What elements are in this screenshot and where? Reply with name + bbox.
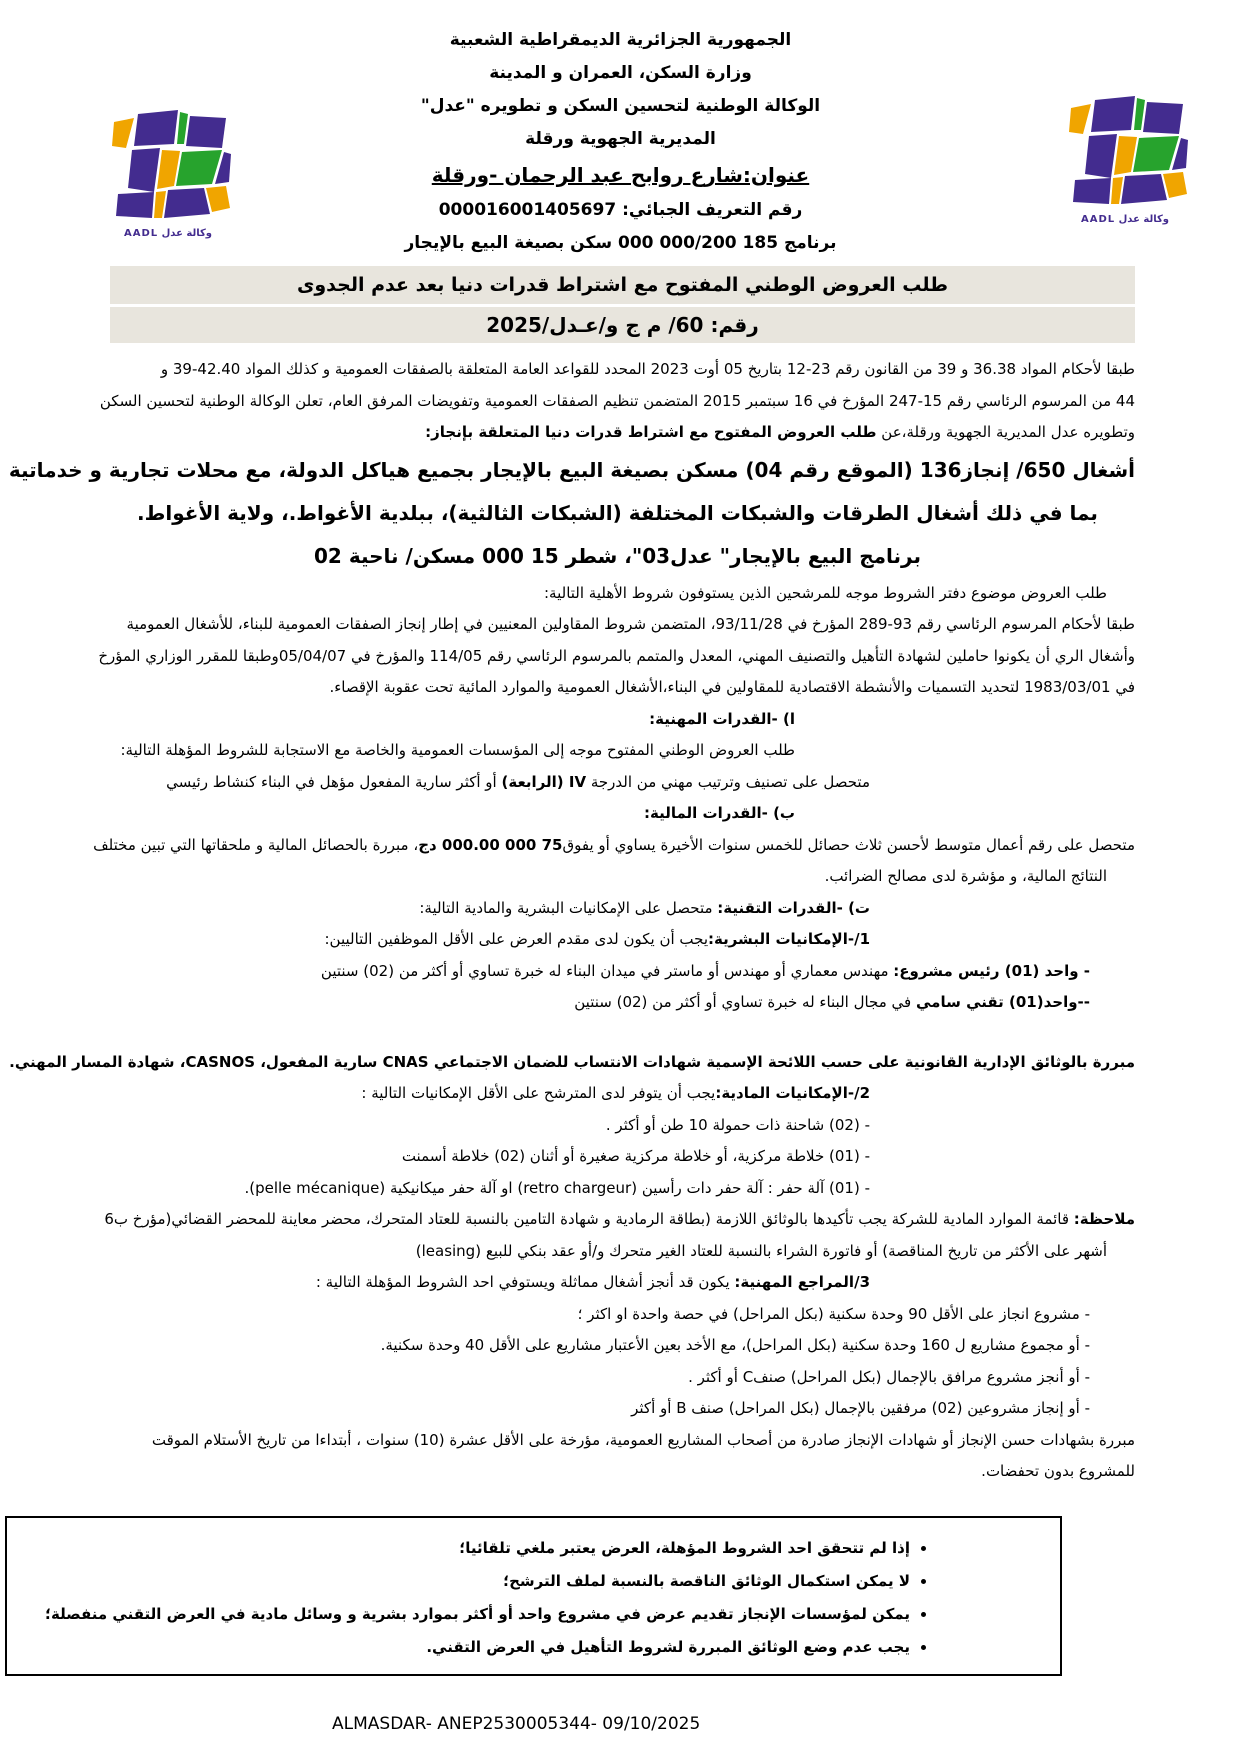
human-resources-rest: يجب أن يكون لدى مقدم العرض على الأقل الموظفين التاليين: — [324, 930, 708, 948]
professional-open-line: طلب العروض الوطني المفتوح موجه إلى المؤسسات العمومية والخاصة مع الاستجابة للشروط المؤهلة التالية: — [120, 741, 795, 759]
decree-line-2: وأشغال الري أن يكونوا حاملين لشهادة التأهيل والتصنيف المهني، المعدل والمتمم بالمرسوم الرئاسي رقم 114/05 والمؤرخ في 05/04/07وطبقا للمقرر الوزاري المؤرخ — [98, 646, 1135, 665]
spacer — [100, 1019, 1135, 1047]
aadl-logo-left — [104, 96, 232, 239]
staff-item-senior-technician — [100, 987, 1135, 1019]
project-headline-1: أشغال 650/ إنجاز136 (الموقع رقم 04) مسكن بصيغة البيع بالإيجار بجميع هياكل الدولة، مع محلات تجارية و خدماتية — [8, 457, 1135, 482]
intro-line-3 — [100, 417, 1135, 449]
financial-post: ، مبررة بالحصائل المالية و ملحقاتها التي تبين مختلف — [93, 835, 419, 854]
references-rest: يكون قد أنجز أشغال مماثلة ويستوفي احد الشروط المؤهلة التالية : — [315, 1273, 735, 1291]
staff-2-rest: في مجال البناء له خبرة تساوي أو أكثر من (02) سنتين — [574, 993, 916, 1011]
header-republic: الجمهورية الجزائرية الديمقراطية الشعبية — [449, 30, 792, 50]
aadl-logo-caption: وكالة عدل AADL — [1080, 214, 1169, 225]
aadl-mosaic-icon — [1061, 82, 1189, 208]
document-body — [0, 346, 1241, 1488]
financial-line-2: النتائج المالية، و مؤشرة لدى مصالح الضرائب. — [824, 867, 1107, 885]
staff-1-label: - واحد (01) رئيس مشروع: — [893, 961, 1090, 980]
reference-item-1: - مشروع انجاز على الأقل 90 وحدة سكنية (بكل المراحل) في حصة واحدة او اكثر ؛ — [577, 1304, 1090, 1323]
equipment-item-truck: - (02) شاحنة ذات حمولة 10 طن أو أكثر . — [605, 1115, 870, 1134]
staff-item-project-manager — [100, 956, 1135, 988]
section-financial-capacities: ب) -القدرات المالية: — [644, 804, 795, 822]
grade-value: IV (الرابعة) — [501, 772, 587, 791]
note-rest: قائمة الموارد المادية للشركة يجب تأكيدها بالوثائق اللازمة (بطاقة الرمادية و شهادة التامين بالنسبة للعتاد المتحرك، محضر معاينة للمحضر القضائي(مؤرخ ب6 — [104, 1210, 1074, 1228]
intro-line-3-text: وتطويره عدل المديرية الجهوية ورقلة،عن — [876, 423, 1135, 441]
decree-line-1: طبقا لأحكام المرسوم الرئاسي رقم 93-289 المؤرخ في 93/11/28، المتضمن شروط المقاولين المعنيين في إطار إنجاز الصفقات العمومية للبناء، للأشغال العمومية — [126, 615, 1135, 633]
intro-line-2: 44 من المرسوم الرئاسي رقم 15-247 المؤرخ في 16 سبتمبر 2015 المتضمن تنظيم الصفقات العمومية وتفويضات المرفق العام، تعلن الوكالة الوطنية لتحسين السكن — [99, 391, 1135, 410]
technical-rest: متحصل على الإمكانيات البشرية والمادية التالية: — [419, 898, 718, 917]
notice-item: • يجب عدم وضع الوثائق المبررة لشروط التأهيل في العرض التقني. — [27, 1631, 910, 1664]
equipment-item-excavator: - (01) آلة حفر : آلة حفر دات رأسين (retro chargeur) او آلة حفر ميكانيكية (pelle mécanique). — [244, 1178, 870, 1197]
material-rest: يجب أن يتوفر لدى المترشح على الأقل الإمكانيات التالية : — [361, 1084, 716, 1102]
professional-references-heading — [100, 1267, 1135, 1299]
reference-item-4: - أو إنجاز مشروعين (02) مرفقين بالإجمال (بكل المراحل) صنف B أو أكثر — [631, 1399, 1090, 1417]
section-professional-capacities: ا) -القدرات المهنية: — [649, 709, 795, 728]
project-headline-2: بما في ذلك أشغال الطرقات والشبكات المختلفة (الشبكات الثالثية)، ببلدية الأغواط.، ولاية الأغواط. — [137, 500, 1098, 525]
reference-item-3: - أو أنجز مشروع مرافق بالإجمال (بكل المراحل) صنفC أو أكثر . — [688, 1367, 1090, 1386]
intro-line-1: طبقا لأحكام المواد 36.38 و 39 من القانون رقم 23-12 بتاريخ 05 أوت 2023 المحدد للقواعد العامة المتعلقة بالصفقات العمومية و كذلك المواد 42.40-39 و — [160, 360, 1135, 378]
footer-anep-reference: ALMASDAR- ANEP2530005344- 09/10/2025 — [332, 1713, 701, 1734]
project-headline-3: برنامج البيع بالإيجار" عدل03"، شطر 15 000 مسكن/ ناحية 02 — [314, 543, 921, 568]
references-label: 3/المراجع المهنية: — [734, 1273, 870, 1291]
grade-post: أو أكثر سارية المفعول مؤهل في البناء كنشاط رئيسي — [166, 772, 502, 791]
financial-pre: متحصل على رقم أعمال متوسط لأحسن ثلاث حصائل للخمس سنوات الأخيرة يساوي أو يفوق — [562, 835, 1135, 854]
technical-label: ت) -القدرات التقنية: — [717, 898, 870, 917]
notice-box — [5, 1516, 1062, 1676]
tender-reference-banner: رقم: 60/ م ج و/عـدل/2025 — [110, 307, 1135, 343]
grade-pre: متحصل على تصنيف وترتيب مهني من الدرجة — [586, 772, 870, 791]
material-label: 2/-الإمكانيات المادية: — [715, 1084, 870, 1102]
note-label: ملاحظة: — [1073, 1210, 1135, 1228]
note-line-1 — [100, 1204, 1135, 1236]
aadl-logo-caption: وكالة عدل AADL — [123, 228, 212, 239]
human-resources-heading — [100, 924, 1135, 956]
financial-line-1 — [93, 830, 1135, 862]
section-technical-capacities — [100, 893, 1135, 925]
financial-amount: 75 000 000.00 دج — [418, 835, 563, 854]
justification-line-2: للمشروع بدون تحفضات. — [981, 1462, 1135, 1480]
intro-line-3-bold: طلب العروض المفتوح مع اشتراط قدرات دنيا المتعلقة بإنجاز: — [425, 423, 877, 441]
header-agency: الوكالة الوطنية لتحسين السكن و تطويره "عدل" — [420, 96, 821, 116]
header-ministry: وزارة السكن، العمران و المدينة — [489, 63, 752, 83]
aadl-mosaic-icon — [104, 96, 232, 222]
professional-grade-line — [100, 767, 1135, 799]
staff-1-rest: مهندس معماري أو مهندس أو ماستر في ميدان البناء له خبرة تساوي أو أكثر من (02) سنتين — [320, 961, 894, 980]
human-resources-label: 1/-الإمكانيات البشرية: — [708, 930, 870, 948]
justification-line-1: مبررة بشهادات حسن الإنجاز أو شهادات الإنجاز صادرة من أصحاب المشاريع العمومية، مؤرخة على الأقل عشرة (10) سنوات ، أبتداءا من تاريخ الأستلام الموقت — [151, 1430, 1135, 1449]
note-line-2: أشهر على الأكثر من تاريخ المناقصة) أو فاتورة الشراء بالنسبة للعتاد الغير متحرك و/أو عقد بنكي للبيع (leasing) — [415, 1241, 1107, 1260]
header-program: برنامج 185 000/200 000 سكن بصيغة البيع بالإيجار — [404, 233, 837, 253]
notice-item: • إذا لم تتحقق احد الشروط المؤهلة، العرض يعتبر ملغي تلقائيا؛ — [27, 1532, 910, 1565]
header-directorate: المديرية الجهوية ورقلة — [525, 129, 716, 149]
decree-line-3: في 1983/03/01 لتحديد التسميات والأنشطة الاقتصادية للمقاولين في البناء،الأشغال العمومية والموارد المائية تحت عقوبة الإقصاء. — [329, 678, 1135, 696]
staff-2-label: --واحد(01) تقني سامي — [916, 993, 1090, 1011]
eligibility-intro: طلب العروض موضوع دفتر الشروط موجه للمرشحين الذين يستوفون شروط الأهلية التالية: — [544, 583, 1107, 602]
notice-list — [7, 1518, 1060, 1674]
notice-item: • لا يمكن استكمال الوثائق الناقصة بالنسبة لملف الترشح؛ — [27, 1565, 910, 1598]
header-address: عنوان:شارع روابح عبد الرحمان -ورقلة — [431, 163, 810, 187]
material-resources-heading — [100, 1078, 1135, 1110]
notice-item: • يمكن لمؤسسات الإنجاز تقديم عرض في مشروع واحد أو أكثر بموارد بشرية و وسائل مادية في العرض التقني منفصلة؛ — [27, 1598, 910, 1631]
tender-title-banner: طلب العروض الوطني المفتوح مع اشتراط قدرات دنيا بعد عدم الجدوى — [110, 266, 1135, 304]
aadl-logo-right — [1061, 82, 1189, 225]
header-tax-id: رقم التعريف الجبائي: 000016001405697 — [438, 200, 803, 220]
equipment-item-mixer: - (01) خلاطة مركزية، أو خلاطة مركزية صغيرة أو أثنان (02) خلاطة أسمنت — [401, 1147, 870, 1165]
cnas-justification-line: مبررة بالوثائق الإدارية القانونية على حسب اللائحة الإسمية شهادات الانتساب للضمان الاجتماعي CNAS سارية المفعول، CASNOS، شهادة المسار المهني. — [9, 1052, 1135, 1071]
reference-item-2: - أو مجموع مشاريع ل 160 وحدة سكنية (بكل المراحل)، مع الأخد بعين الأعتبار مشاريع على الأقل 40 وحدة سكنية. — [380, 1336, 1090, 1354]
